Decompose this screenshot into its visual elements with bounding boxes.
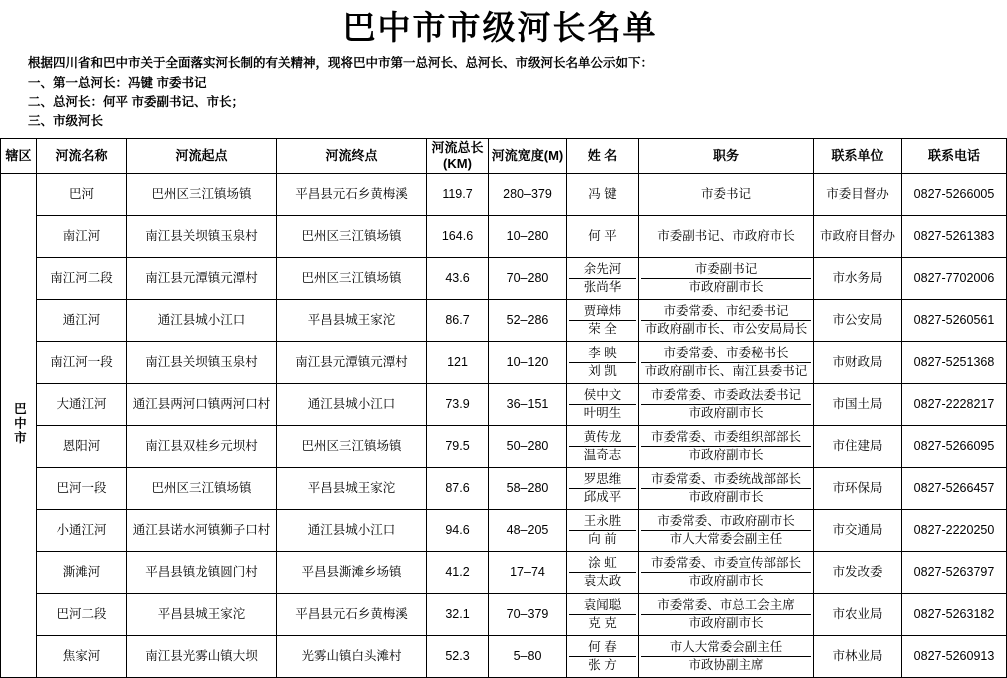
contact-unit-cell: 市委目督办 bbox=[814, 174, 902, 216]
person-name: 刘 凯 bbox=[588, 364, 617, 379]
river-width-cell: 5–80 bbox=[489, 636, 567, 678]
contact-phone-cell: 0827-5251368 bbox=[902, 342, 1007, 384]
contact-phone-cell: 0827-5266005 bbox=[902, 174, 1007, 216]
page-title: 巴中市市级河长名单 bbox=[342, 8, 658, 47]
contact-phone-cell: 0827-5260913 bbox=[902, 636, 1007, 678]
person-cell bbox=[567, 552, 639, 594]
river-width-cell: 17–74 bbox=[489, 552, 567, 594]
intro-line-4: 三、市级河长 bbox=[28, 114, 104, 129]
river-end-cell: 南江县元潭镇元潭村 bbox=[277, 342, 427, 384]
river-end-cell: 光雾山镇白头滩村 bbox=[277, 636, 427, 678]
person-name: 何 平 bbox=[588, 229, 617, 244]
person-cell bbox=[567, 216, 639, 258]
river-width-cell: 52–286 bbox=[489, 300, 567, 342]
person-name: 荣 全 bbox=[588, 322, 617, 337]
person-cell bbox=[567, 594, 639, 636]
river-name-cell: 南江河二段 bbox=[37, 258, 127, 300]
person-cell bbox=[567, 342, 639, 384]
post-title: 市委常委、市委统战部部长 bbox=[641, 471, 811, 489]
contact-phone-cell: 0827-5263182 bbox=[902, 594, 1007, 636]
table-row bbox=[1, 636, 1007, 678]
post-cell bbox=[639, 258, 814, 300]
table-row bbox=[1, 216, 1007, 258]
river-length-cell: 121 bbox=[427, 342, 489, 384]
river-length-cell: 73.9 bbox=[427, 384, 489, 426]
river-start-cell: 平昌县城王家沱 bbox=[127, 594, 277, 636]
river-length-cell: 79.5 bbox=[427, 426, 489, 468]
river-start-cell: 平昌县镇龙镇圆门村 bbox=[127, 552, 277, 594]
post-title: 市委常委、市委组织部部长 bbox=[641, 429, 811, 447]
river-end-cell: 通江县城小江口 bbox=[277, 510, 427, 552]
river-length-cell: 86.7 bbox=[427, 300, 489, 342]
post-title: 市委常委、市政府副市长 bbox=[641, 513, 811, 531]
river-length-cell: 43.6 bbox=[427, 258, 489, 300]
post-cell bbox=[639, 552, 814, 594]
person-cell bbox=[567, 258, 639, 300]
table-row bbox=[1, 594, 1007, 636]
river-end-cell: 平昌县元石乡黄梅溪 bbox=[277, 174, 427, 216]
river-start-cell: 通江县诺水河镇狮子口村 bbox=[127, 510, 277, 552]
river-name-cell: 恩阳河 bbox=[37, 426, 127, 468]
river-width-cell: 10–280 bbox=[489, 216, 567, 258]
river-chief-table bbox=[0, 138, 1007, 678]
person-name: 王永胜 bbox=[569, 513, 636, 531]
header-end: 河流终点 bbox=[277, 138, 427, 174]
post-cell bbox=[639, 426, 814, 468]
river-name-cell: 澌滩河 bbox=[37, 552, 127, 594]
header-width: 河流宽度(M) bbox=[489, 138, 567, 174]
river-end-cell: 平昌县城王家沱 bbox=[277, 300, 427, 342]
river-start-cell: 南江县元潭镇元潭村 bbox=[127, 258, 277, 300]
person-cell bbox=[567, 426, 639, 468]
river-end-cell: 平昌县元石乡黄梅溪 bbox=[277, 594, 427, 636]
river-end-cell: 巴州区三江镇场镇 bbox=[277, 216, 427, 258]
river-width-cell: 280–379 bbox=[489, 174, 567, 216]
post-title: 市政府副市长 bbox=[688, 406, 764, 421]
river-length-cell: 87.6 bbox=[427, 468, 489, 510]
contact-phone-cell: 0827-2220250 bbox=[902, 510, 1007, 552]
contact-phone-cell: 0827-5260561 bbox=[902, 300, 1007, 342]
region-label: 巴中市 bbox=[12, 401, 27, 446]
contact-unit-cell: 市交通局 bbox=[814, 510, 902, 552]
river-name-cell: 通江河 bbox=[37, 300, 127, 342]
river-width-cell: 10–120 bbox=[489, 342, 567, 384]
person-cell bbox=[567, 636, 639, 678]
river-start-cell: 南江县光雾山镇大坝 bbox=[127, 636, 277, 678]
contact-phone-cell: 0827-5266095 bbox=[902, 426, 1007, 468]
contact-unit-cell: 市国土局 bbox=[814, 384, 902, 426]
person-name: 黄传龙 bbox=[569, 429, 636, 447]
river-width-cell: 58–280 bbox=[489, 468, 567, 510]
contact-unit-cell: 市政府目督办 bbox=[814, 216, 902, 258]
post-cell bbox=[639, 636, 814, 678]
river-start-cell: 巴州区三江镇场镇 bbox=[127, 174, 277, 216]
river-width-cell: 70–280 bbox=[489, 258, 567, 300]
contact-phone-cell: 0827-7702006 bbox=[902, 258, 1007, 300]
header-river-name: 河流名称 bbox=[37, 138, 127, 174]
header-start: 河流起点 bbox=[127, 138, 277, 174]
intro-line-1: 根据四川省和巴中市关于全面落实河长制的有关精神，现将巴中市第一总河长、总河长、市级河长名单公示如下： bbox=[28, 56, 654, 71]
post-title: 市政府副市长、南江县委书记 bbox=[644, 364, 808, 379]
person-name: 克 克 bbox=[588, 616, 617, 631]
river-end-cell: 平昌县澌滩乡场镇 bbox=[277, 552, 427, 594]
post-cell bbox=[639, 174, 814, 216]
contact-phone-cell: 0827-5263797 bbox=[902, 552, 1007, 594]
river-end-cell: 巴州区三江镇场镇 bbox=[277, 426, 427, 468]
post-cell bbox=[639, 300, 814, 342]
person-cell bbox=[567, 300, 639, 342]
person-name: 何 春 bbox=[569, 639, 636, 657]
post-title: 市委常委、市纪委书记 bbox=[641, 303, 811, 321]
contact-unit-cell: 市公安局 bbox=[814, 300, 902, 342]
table-row bbox=[1, 174, 1007, 216]
post-cell bbox=[639, 510, 814, 552]
river-width-cell: 50–280 bbox=[489, 426, 567, 468]
person-name: 余先河 bbox=[569, 261, 636, 279]
river-name-cell: 小通江河 bbox=[37, 510, 127, 552]
person-name: 涂 虹 bbox=[569, 555, 636, 573]
person-cell bbox=[567, 510, 639, 552]
river-name-cell: 南江河 bbox=[37, 216, 127, 258]
river-end-cell: 巴州区三江镇场镇 bbox=[277, 258, 427, 300]
header-length: 河流总长(KM) bbox=[427, 138, 489, 174]
post-cell bbox=[639, 468, 814, 510]
post-title: 市政府副市长 bbox=[688, 616, 764, 631]
person-name: 叶明生 bbox=[583, 406, 622, 421]
post-title: 市委常委、市总工会主席 bbox=[641, 597, 811, 615]
post-title: 市人大常委会副主任 bbox=[669, 532, 783, 547]
table-header-row bbox=[1, 138, 1007, 174]
table-row bbox=[1, 426, 1007, 468]
river-length-cell: 52.3 bbox=[427, 636, 489, 678]
table-row bbox=[1, 300, 1007, 342]
post-title: 市政府副市长 bbox=[688, 280, 764, 295]
post-title: 市委常委、市委宣传部部长 bbox=[641, 555, 811, 573]
river-start-cell: 巴州区三江镇场镇 bbox=[127, 468, 277, 510]
table-body bbox=[1, 174, 1007, 678]
post-title: 市政府副市长 bbox=[688, 490, 764, 505]
person-cell bbox=[567, 384, 639, 426]
river-width-cell: 70–379 bbox=[489, 594, 567, 636]
post-title: 市人大常委会副主任 bbox=[641, 639, 811, 657]
river-name-cell: 巴河二段 bbox=[37, 594, 127, 636]
post-title: 市政府副市长、市公安局局长 bbox=[644, 322, 808, 337]
river-end-cell: 通江县城小江口 bbox=[277, 384, 427, 426]
river-start-cell: 南江县关坝镇玉泉村 bbox=[127, 342, 277, 384]
person-name: 侯中文 bbox=[569, 387, 636, 405]
header-post: 职务 bbox=[639, 138, 814, 174]
person-name: 贾璋炜 bbox=[569, 303, 636, 321]
contact-phone-cell: 0827-2228217 bbox=[902, 384, 1007, 426]
person-cell bbox=[567, 174, 639, 216]
table-row bbox=[1, 384, 1007, 426]
contact-phone-cell: 0827-5266457 bbox=[902, 468, 1007, 510]
person-name: 袁闻聪 bbox=[569, 597, 636, 615]
contact-unit-cell: 市住建局 bbox=[814, 426, 902, 468]
river-start-cell: 南江县关坝镇玉泉村 bbox=[127, 216, 277, 258]
header-region: 辖区 bbox=[1, 138, 37, 174]
contact-unit-cell: 市林业局 bbox=[814, 636, 902, 678]
person-name: 邱成平 bbox=[583, 490, 622, 505]
intro-block bbox=[0, 52, 1000, 134]
person-name: 张尚华 bbox=[583, 280, 622, 295]
table-row bbox=[1, 468, 1007, 510]
region-cell bbox=[1, 174, 37, 678]
river-name-cell: 南江河一段 bbox=[37, 342, 127, 384]
river-name-cell: 焦家河 bbox=[37, 636, 127, 678]
river-length-cell: 41.2 bbox=[427, 552, 489, 594]
river-length-cell: 32.1 bbox=[427, 594, 489, 636]
person-name: 张 方 bbox=[588, 658, 617, 673]
river-width-cell: 36–151 bbox=[489, 384, 567, 426]
river-start-cell: 南江县双桂乡元坝村 bbox=[127, 426, 277, 468]
contact-unit-cell: 市发改委 bbox=[814, 552, 902, 594]
river-length-cell: 164.6 bbox=[427, 216, 489, 258]
post-cell bbox=[639, 216, 814, 258]
river-start-cell: 通江县两河口镇两河口村 bbox=[127, 384, 277, 426]
post-title: 市委常委、市委秘书长 bbox=[641, 345, 811, 363]
river-length-cell: 94.6 bbox=[427, 510, 489, 552]
contact-unit-cell: 市财政局 bbox=[814, 342, 902, 384]
river-start-cell: 通江县城小江口 bbox=[127, 300, 277, 342]
post-title: 市委常委、市委政法委书记 bbox=[641, 387, 811, 405]
person-name: 温奇志 bbox=[583, 448, 622, 463]
contact-unit-cell: 市环保局 bbox=[814, 468, 902, 510]
table-row bbox=[1, 342, 1007, 384]
person-name: 冯 键 bbox=[588, 187, 617, 202]
post-title: 市委副书记 bbox=[641, 261, 811, 279]
river-name-cell: 巴河 bbox=[37, 174, 127, 216]
person-name: 袁太政 bbox=[583, 574, 622, 589]
table-row bbox=[1, 552, 1007, 594]
river-name-cell: 巴河一段 bbox=[37, 468, 127, 510]
post-cell bbox=[639, 384, 814, 426]
contact-phone-cell: 0827-5261383 bbox=[902, 216, 1007, 258]
river-end-cell: 平昌县城王家沱 bbox=[277, 468, 427, 510]
post-cell bbox=[639, 342, 814, 384]
post-title: 市委副书记、市政府市长 bbox=[657, 229, 795, 244]
post-title: 市政协副主席 bbox=[688, 658, 764, 673]
person-name: 李 映 bbox=[569, 345, 636, 363]
table-row bbox=[1, 258, 1007, 300]
table-row bbox=[1, 510, 1007, 552]
post-title: 市政府副市长 bbox=[688, 574, 764, 589]
river-length-cell: 119.7 bbox=[427, 174, 489, 216]
post-title: 市委书记 bbox=[700, 187, 751, 202]
header-phone: 联系电话 bbox=[902, 138, 1007, 174]
person-name: 罗思维 bbox=[569, 471, 636, 489]
intro-line-3: 二、总河长：何平 市委副书记、市长； bbox=[28, 95, 244, 110]
intro-line-2: 一、第一总河长：冯键 市委书记 bbox=[28, 75, 207, 90]
post-title: 市政府副市长 bbox=[688, 448, 764, 463]
river-width-cell: 48–205 bbox=[489, 510, 567, 552]
post-cell bbox=[639, 594, 814, 636]
contact-unit-cell: 市水务局 bbox=[814, 258, 902, 300]
contact-unit-cell: 市农业局 bbox=[814, 594, 902, 636]
header-unit: 联系单位 bbox=[814, 138, 902, 174]
river-name-cell: 大通江河 bbox=[37, 384, 127, 426]
person-name: 向 前 bbox=[588, 532, 617, 547]
person-cell bbox=[567, 468, 639, 510]
header-person: 姓 名 bbox=[567, 138, 639, 174]
